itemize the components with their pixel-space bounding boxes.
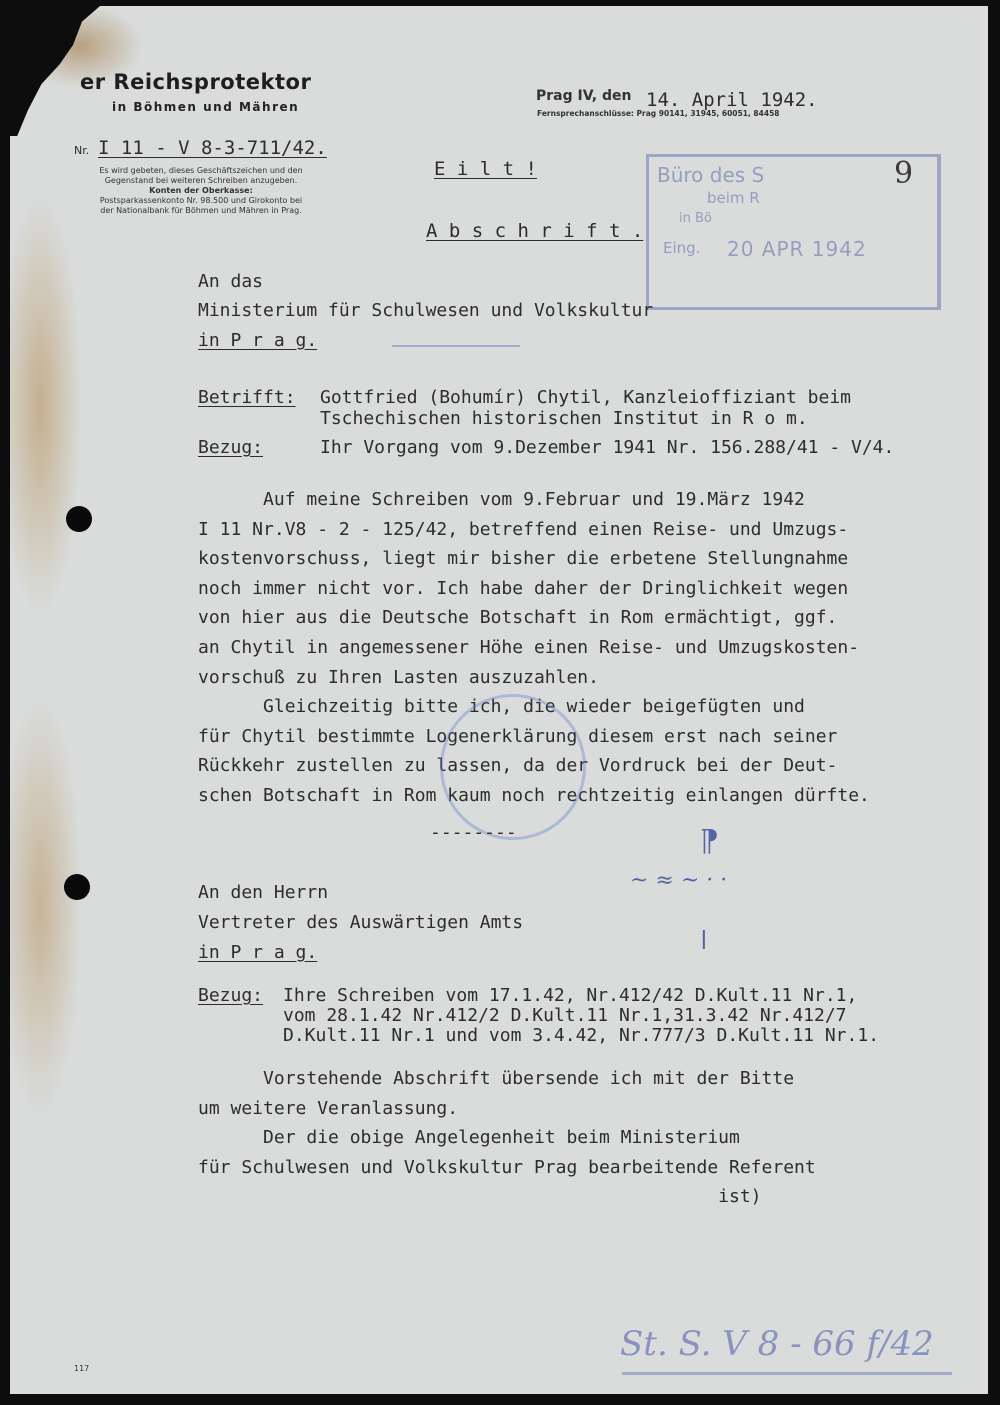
letterhead-subtitle: in Böhmen und Mähren <box>112 100 300 114</box>
pencil-mark <box>392 345 520 347</box>
recipient1-line3: in P r a g. <box>198 330 318 351</box>
letterhead-note: Es wird gebeten, dieses Geschäftszeichen und den Gegenstand bei weiteren Schreiben anzugeben. Konten der Oberkasse: Postsparkassenkonto Nr. 98.500 und Girokonto bei der Nationalbank für Böhmen und Mähren in Prag. <box>99 166 303 215</box>
separator-line: -------- <box>430 822 517 843</box>
body-paragraph-2: Vorstehende Abschrift übersende ich mit der Bitte um weitere Veranlassung. Der die obige Angelegenheit beim Ministerium für Schulwesen und Volkskultur Prag bearbeitende Referent ist) <box>198 1068 816 1208</box>
recipient2-line3: in P r a g. <box>198 942 318 963</box>
folio-number: 9 <box>894 156 914 191</box>
punch-hole-top <box>66 506 92 532</box>
reference2-line3: D.Kult.11 Nr.1 und vom 3.4.42, Nr.777/3 D.Kult.11 Nr.1. <box>283 1025 880 1046</box>
document-sheet <box>10 6 988 1394</box>
subject-label: Betrifft: <box>198 387 296 408</box>
letter-date: 14. April 1942. <box>646 89 818 111</box>
archive-mark-underline <box>622 1372 952 1375</box>
recipient2-line2: Vertreter des Auswärtigen Amts <box>198 912 524 933</box>
reference2-line2: vom 28.1.42 Nr.412/2 D.Kult.11 Nr.1,31.3.42 Nr.412/7 <box>283 1005 847 1026</box>
handwritten-tick: ǀ <box>700 926 708 956</box>
file-reference: I 11 - V 8-3-711/42. <box>98 137 327 159</box>
recipient1-line2: Ministerium für Schulwesen und Volkskultur <box>198 300 654 321</box>
round-seal-stamp <box>440 694 586 840</box>
handwritten-mark: ⁋ <box>700 824 720 859</box>
reference2-line1: Ihre Schreiben vom 17.1.42, Nr.412/42 D.Kult.11 Nr.1, <box>283 985 858 1006</box>
place-date-prefix: Prag IV, den <box>536 88 632 104</box>
sheet-number: 117 <box>74 1364 90 1373</box>
recipient2-line1: An den Herrn <box>198 882 329 903</box>
phone-numbers: Fernsprechanschlüsse: Prag 90141, 31945, 60051, 84458 <box>537 109 780 118</box>
receipt-stamp: Büro des S beim R in Bö Eing. 20 APR 1942 <box>646 154 941 310</box>
archive-mark: St. S. V 8 - 66 f/42 <box>620 1324 934 1364</box>
recipient1-line1: An das <box>198 271 264 292</box>
nr-prefix: Nr. <box>74 144 90 157</box>
copy-mark: A b s c h r i f t . <box>426 220 644 242</box>
reference2-label: Bezug: <box>198 985 264 1006</box>
reference1-text: Ihr Vorgang vom 9.Dezember 1941 Nr. 156.288/41 - V/4. <box>320 437 895 458</box>
reference1-label: Bezug: <box>198 437 264 458</box>
letterhead-title: er Reichsprotektor <box>80 70 312 94</box>
subject-line2: Tschechischen historischen Institut in R o m. <box>320 408 808 429</box>
body-paragraph-1: Auf meine Schreiben vom 9.Februar und 19.März 1942 I 11 Nr.V8 - 2 - 125/42, betreffend einen Reise- und Umzugs- kostenvorschuss, liegt mir bisher die erbetene Stellungnahme noch immer nicht vor. Ich habe daher der Dringlichkeit wegen von hier aus die Deutsche Botschaft in Rom ermächtigt, ggf. an Chytil in angemessener Höhe einen Reise- und Umzugskosten- vorschuß zu Ihren Lasten auszuzahlen. Gleichzeitig bitte ich, die wieder beigefügten und für Chytil bestimmte Logenerklärung diesem erst nach seiner Rückkehr zustellen zu lassen, da der Vordruck bei der Deut- schen Botschaft in Rom kaum noch rechtzeitig einlangen dürfte. <box>198 489 870 806</box>
subject-line1: Gottfried (Bohumír) Chytil, Kanzleioffiziant beim <box>320 387 852 408</box>
punch-hole-bottom <box>64 874 90 900</box>
urgent-mark: E i l t ! <box>434 158 537 180</box>
handwritten-note: ~ ≈ ~ · · <box>630 868 728 893</box>
